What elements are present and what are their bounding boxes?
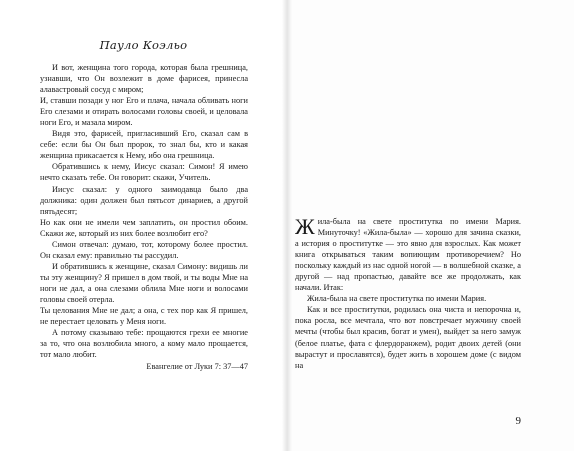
epigraph-paragraph: Обратившись к нему, Иисус сказал: Симон! Я имею нечто сказать тебе. Он говорит: скажи, Учитель. [40, 162, 248, 183]
epigraph-paragraph: А потому сказываю тебе: прощаются грехи ее многие за то, что она возлюбила много, а кому мало прощается, тот мало любит. [40, 328, 248, 360]
epigraph-paragraph: Иисус сказал: у одного заимодавца было два должника: один должен был пятьсот динариев, а другой пятьдесят; [40, 184, 248, 216]
chapter-opening-paragraph [295, 216, 521, 293]
page-number: 9 [515, 415, 521, 427]
epigraph-paragraph: Видя это, фарисей, пригласивший Его, сказал сам в себе: если бы Он был пророк, то знал бы, кто и какая женщина прикасается к Нему, ибо она грешница. [40, 129, 248, 161]
drop-cap: Ж [295, 214, 315, 239]
epigraph-paragraph: И обратившись к женщине, сказал Симону: видишь ли ты эту женщину? Я пришел в дом твой, и ты воды Мне на ноги не дал, а она слезами облила Мне ноги и волосами головы своей отерла. [40, 261, 248, 304]
epigraph-paragraph: Симон отвечал: думаю, тот, которому более простил. Он сказал ему: правильно ты рассудил. [40, 239, 248, 260]
epigraph-source: Евангелие от Луки 7: 37—47 [146, 362, 248, 372]
opening-text: ила-была на свете проститутка по имени Мария. Минуточку! «Жила-была» — хорошо для зачина сказки, а история о проститутке — это явно для взрослых. Как может книга открываться таким вопиющим противоречием? Но поскольку каждый из нас одной ногой — в волшебной сказке, а другой — над пропастью, давайте все же продолжать, как начали. Итак: [295, 217, 521, 293]
chapter-paragraph: Как и все проститутки, родилась она чиста и непорочна и, пока росла, все мечтала, что вот повстречает мужчину своей мечты (чтобы был красив, богат и умен), выйдет за него замуж (белое платье, фата с флердоранжем), родит двоих детей (они вырастут и прославятся), будет жить в хорошем доме (с видом на [295, 305, 521, 370]
epigraph-paragraph: И, ставши позади у ног Его и плача, начала обливать ноги Его слезами и отирать волосами головы своей, и целовала ноги Его, и мазала миром. [40, 96, 248, 128]
epigraph-text [40, 62, 248, 372]
book-gutter [282, 0, 292, 451]
right-page [287, 0, 574, 451]
chapter-text [295, 216, 521, 371]
epigraph-paragraph: Но как они не имели чем заплатить, он простил обоим. Скажи же, который из них более возлюбит его? [40, 217, 248, 238]
epigraph-paragraph: Ты целования Мне не дал; а она, с тех пор как Я пришел, не перестает целовать у Меня ноги. [40, 306, 248, 327]
chapter-paragraph: Жила-была на свете проститутка по имени Мария. [307, 294, 487, 304]
running-head-author: Пауло Коэльо [99, 38, 188, 52]
epigraph-paragraph: И вот, женщина того города, которая была грешница, узнавши, что Он возлежит в доме фарисея, принесла алавастровый сосуд с миром; [40, 63, 248, 95]
